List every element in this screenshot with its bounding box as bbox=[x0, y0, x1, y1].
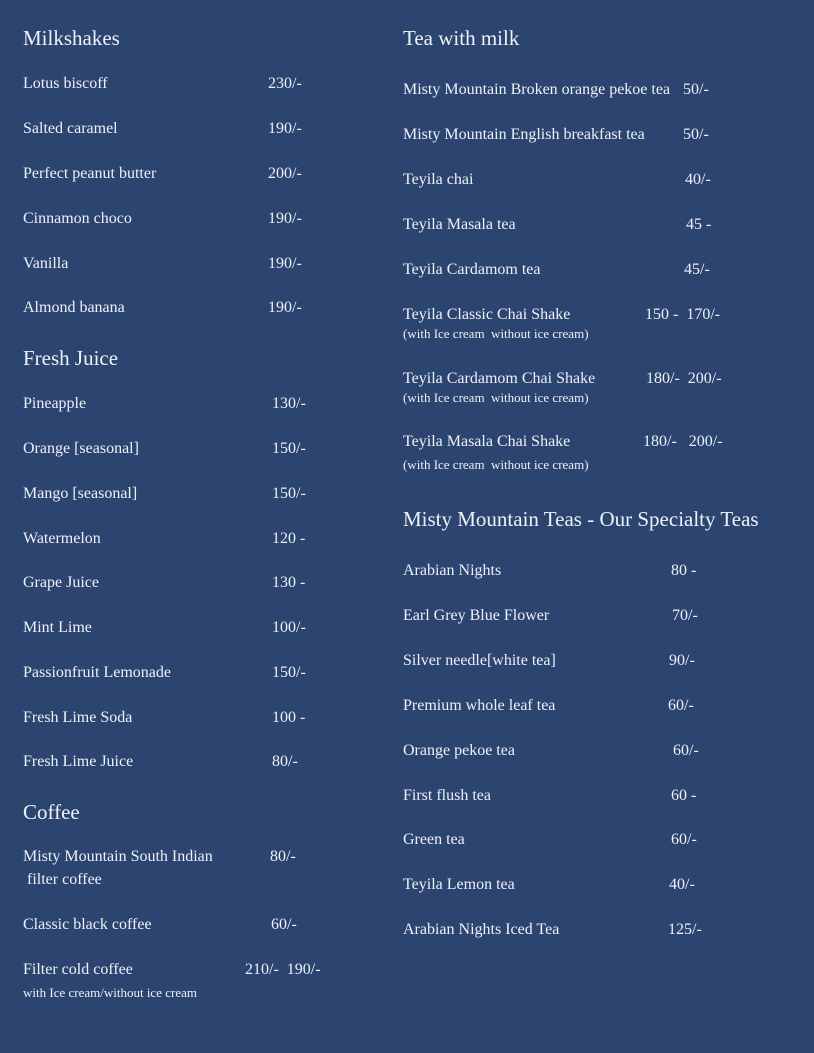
item-price: 150/- bbox=[272, 485, 306, 502]
item-price: 180/- 200/- bbox=[643, 433, 723, 450]
item-name: Misty Mountain English breakfast tea bbox=[403, 126, 645, 143]
item-name: Teyila Classic Chai Shake bbox=[403, 306, 571, 323]
item-name: Orange pekoe tea bbox=[403, 742, 515, 759]
item-name: Fresh Lime Soda bbox=[23, 709, 133, 726]
section-title: Coffee bbox=[23, 800, 80, 824]
item-price: 125/- bbox=[668, 921, 702, 938]
item-note: (with Ice cream without ice cream) bbox=[403, 457, 589, 472]
item-price: 150/- bbox=[272, 664, 306, 681]
section-title: Misty Mountain Teas - Our Specialty Teas bbox=[403, 507, 759, 531]
item-price: 100 - bbox=[272, 709, 306, 726]
item-name: Teyila Masala Chai Shake bbox=[403, 433, 571, 450]
item-name: Watermelon bbox=[23, 530, 101, 547]
item-price: 190/- bbox=[268, 120, 302, 137]
item-name: Cinnamon choco bbox=[23, 210, 132, 227]
item-name: Earl Grey Blue Flower bbox=[403, 607, 550, 624]
item-price: 60/- bbox=[671, 831, 697, 848]
item-price: 100/- bbox=[272, 619, 306, 636]
section-title: Tea with milk bbox=[403, 26, 520, 50]
item-price: 190/- bbox=[268, 210, 302, 227]
item-price: 50/- bbox=[683, 81, 709, 98]
item-name: Grape Juice bbox=[23, 574, 99, 591]
section-title: Milkshakes bbox=[23, 26, 120, 50]
item-name: Premium whole leaf tea bbox=[403, 697, 556, 714]
item-name: Pineapple bbox=[23, 395, 87, 412]
item-price: 200/- bbox=[268, 165, 302, 182]
item-price: 130/- bbox=[272, 395, 306, 412]
item-name: Teyila chai bbox=[403, 171, 474, 188]
item-price: 120 - bbox=[272, 530, 306, 547]
item-price: 60/- bbox=[271, 916, 297, 933]
item-name: Perfect peanut butter bbox=[23, 165, 157, 182]
item-name: Misty Mountain Broken orange pekoe tea bbox=[403, 81, 671, 98]
item-name: Filter cold coffee bbox=[23, 961, 133, 978]
item-note: (with Ice cream without ice cream) bbox=[403, 326, 589, 341]
item-name: Salted caramel bbox=[23, 120, 118, 137]
item-name: Passionfruit Lemonade bbox=[23, 664, 171, 681]
item-price: 50/- bbox=[683, 126, 709, 143]
item-price: 70/- bbox=[672, 607, 698, 624]
item-price: 60/- bbox=[668, 697, 694, 714]
item-name: Fresh Lime Juice bbox=[23, 753, 134, 770]
item-price: 40/- bbox=[669, 876, 695, 893]
item-name-continued: filter coffee bbox=[23, 871, 102, 888]
item-name: First flush tea bbox=[403, 787, 491, 804]
item-name: Silver needle[white tea] bbox=[403, 652, 556, 669]
item-name: Teyila Cardamom Chai Shake bbox=[403, 370, 596, 387]
item-price: 130 - bbox=[272, 574, 306, 591]
item-price: 40/- bbox=[685, 171, 711, 188]
item-name: Orange [seasonal] bbox=[23, 440, 139, 457]
item-name: Mint Lime bbox=[23, 619, 92, 636]
item-price: 45 - bbox=[686, 216, 712, 233]
item-name: Arabian Nights bbox=[403, 562, 502, 579]
item-price: 210/- 190/- bbox=[245, 961, 321, 978]
item-name: Teyila Masala tea bbox=[403, 216, 516, 233]
item-name: Teyila Lemon tea bbox=[403, 876, 515, 893]
item-note: (with Ice cream without ice cream) bbox=[403, 390, 589, 405]
item-price: 80/- bbox=[270, 848, 296, 865]
item-price: 150/- bbox=[272, 440, 306, 457]
item-name: Almond banana bbox=[23, 299, 125, 316]
item-price: 150 - 170/- bbox=[645, 306, 721, 323]
item-price: 80 - bbox=[671, 562, 697, 579]
item-price: 60/- bbox=[673, 742, 699, 759]
item-price: 90/- bbox=[669, 652, 695, 669]
section-title: Fresh Juice bbox=[23, 346, 119, 370]
item-name: Misty Mountain South Indian bbox=[23, 848, 213, 865]
item-price: 45/- bbox=[684, 261, 710, 278]
item-name: Green tea bbox=[403, 831, 465, 848]
item-name: Teyila Cardamom tea bbox=[403, 261, 541, 278]
item-price: 180/- 200/- bbox=[646, 370, 722, 387]
item-price: 230/- bbox=[268, 75, 302, 92]
item-note: with Ice cream/without ice cream bbox=[23, 985, 197, 1000]
item-name: Arabian Nights Iced Tea bbox=[403, 921, 560, 938]
item-price: 190/- bbox=[268, 299, 302, 316]
item-price: 80/- bbox=[272, 753, 298, 770]
item-name: Classic black coffee bbox=[23, 916, 152, 933]
item-name: Lotus biscoff bbox=[23, 75, 108, 92]
item-price: 190/- bbox=[268, 255, 302, 272]
item-name: Mango [seasonal] bbox=[23, 485, 138, 502]
item-name: Vanilla bbox=[23, 255, 69, 272]
item-price: 60 - bbox=[671, 787, 697, 804]
